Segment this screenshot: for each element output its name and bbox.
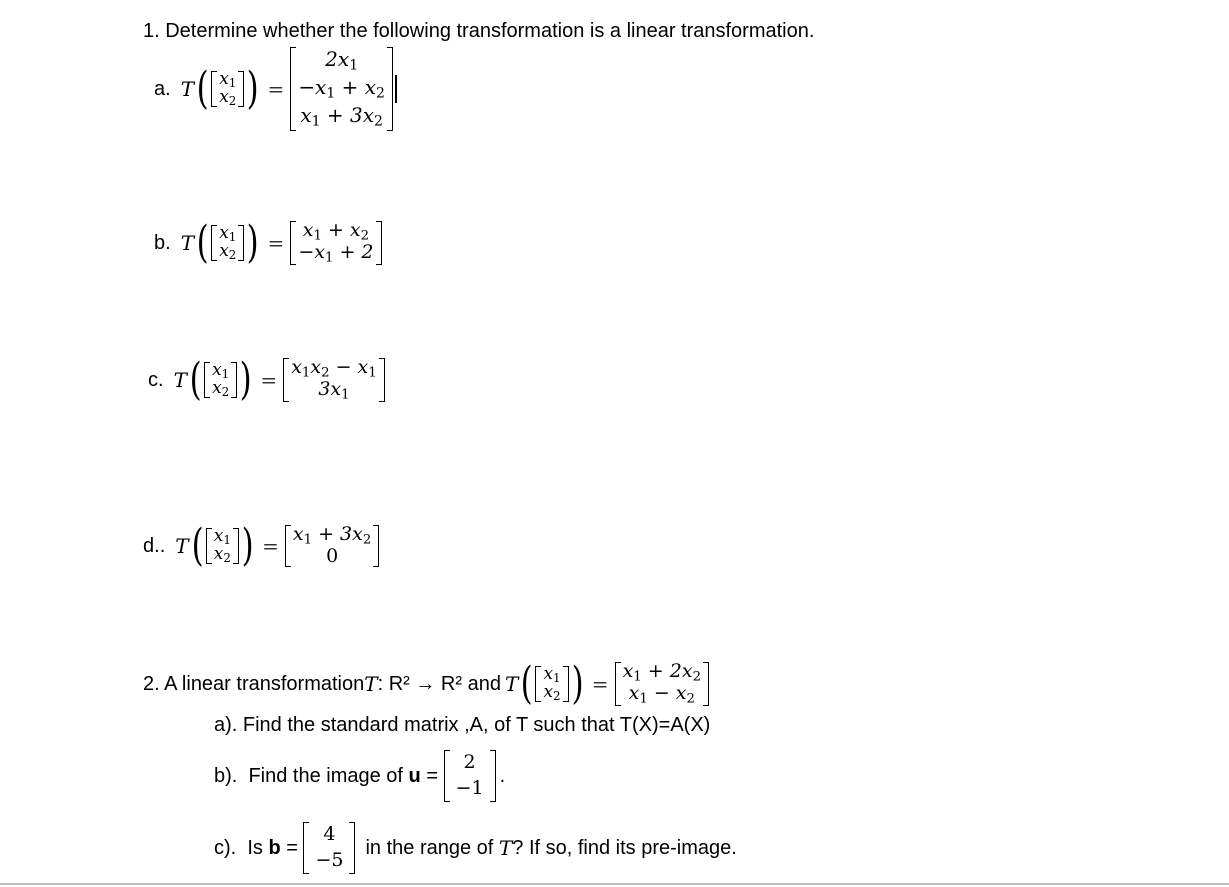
text-cursor — [395, 75, 397, 103]
cell: $x_1$ — [213, 525, 231, 547]
cell: $x_2$ — [219, 87, 237, 108]
output-vector — [290, 47, 393, 131]
cell: $x_1$ — [219, 68, 237, 90]
cell: $x_1 + 3x_2$ — [292, 522, 372, 548]
transform-symbol: T — [180, 231, 195, 255]
vector-u — [444, 750, 496, 801]
input-vector — [211, 222, 244, 262]
cell: $x_1$ — [219, 222, 237, 244]
q2-part-b: b). Find the image of u = 2 −1 . — [214, 742, 505, 810]
output-vector — [290, 218, 381, 266]
q2-part-a: a). Find the standard matrix ,A, of T such that T(X)=A(X) — [214, 714, 711, 736]
cell: $x_1$ — [543, 663, 561, 685]
cell: $-x_1 + 2$ — [298, 241, 374, 266]
cell: −5 — [315, 849, 344, 871]
cell: −1 — [455, 777, 484, 799]
q2-part-c: c). Is b = 4 −5 in the range of T ? If so, find its pre-image. — [214, 814, 737, 882]
cell: $x_1 + 2x_2$ — [622, 659, 702, 685]
cell: 0 — [326, 545, 339, 568]
q1-part-d: d.. T ( $x_1$ $x_2$ ) = $x_1 + 3x_2$ 0 — [143, 518, 379, 574]
input-vector — [535, 663, 568, 703]
input-vector — [206, 525, 239, 565]
input-vector — [204, 359, 237, 399]
part-label: d.. — [143, 534, 166, 557]
output-vector — [285, 522, 379, 568]
transform-symbol: T — [173, 368, 187, 392]
cell: 2 — [463, 751, 476, 774]
cell: $3x_1$ — [318, 378, 350, 403]
cell: $x_1$ — [212, 359, 230, 381]
cell: $x_2$ — [212, 378, 230, 399]
q1-part-c: c. T ( $x_1$ $x_2$ ) = $x_1x_2 - x_1$ $3x_1$ — [148, 352, 385, 408]
cell: $x_2$ — [543, 682, 561, 703]
q2-header: 2. A linear transformation T : R² → R² and T ( $x_1$ $x_2$ ) = $x_1 + 2x_2$ $x_1 - x_2$ — [143, 656, 709, 712]
cell: 4 — [323, 823, 336, 846]
cell: $x_1x_2 - x_1$ — [291, 355, 377, 381]
part-label: b. — [154, 231, 171, 254]
output-vector — [615, 659, 709, 707]
cell: $2x_1$ — [325, 47, 359, 74]
output-vector — [283, 355, 385, 403]
cell: $-x_1 + x_2$ — [298, 75, 385, 102]
vector-b — [303, 822, 355, 873]
transform-symbol: T — [175, 534, 189, 558]
cell: $x_1 + x_2$ — [302, 218, 370, 244]
transform-symbol: T — [180, 77, 195, 101]
cell: $x_1 - x_2$ — [628, 682, 695, 707]
part-label: a. — [154, 77, 171, 100]
q1-title: 1. Determine whether the following transformation is a linear transformation. — [143, 20, 815, 42]
part-label: c. — [148, 368, 164, 391]
input-vector — [211, 68, 244, 108]
cell: $x_2$ — [219, 241, 237, 262]
cell: $x_2$ — [213, 544, 231, 565]
cell: $x_1 + 3x_2$ — [300, 103, 383, 130]
q1-part-a: a. T ( $x_1$ $x_2$ ) = $2x_1$ $-x_1 + x_2$ $x_1 + 3x_2$ — [154, 48, 397, 130]
q1-part-b: b. T ( $x_1$ $x_2$ ) = $x_1 + x_2$ $-x_1 + 2$ — [154, 215, 382, 271]
